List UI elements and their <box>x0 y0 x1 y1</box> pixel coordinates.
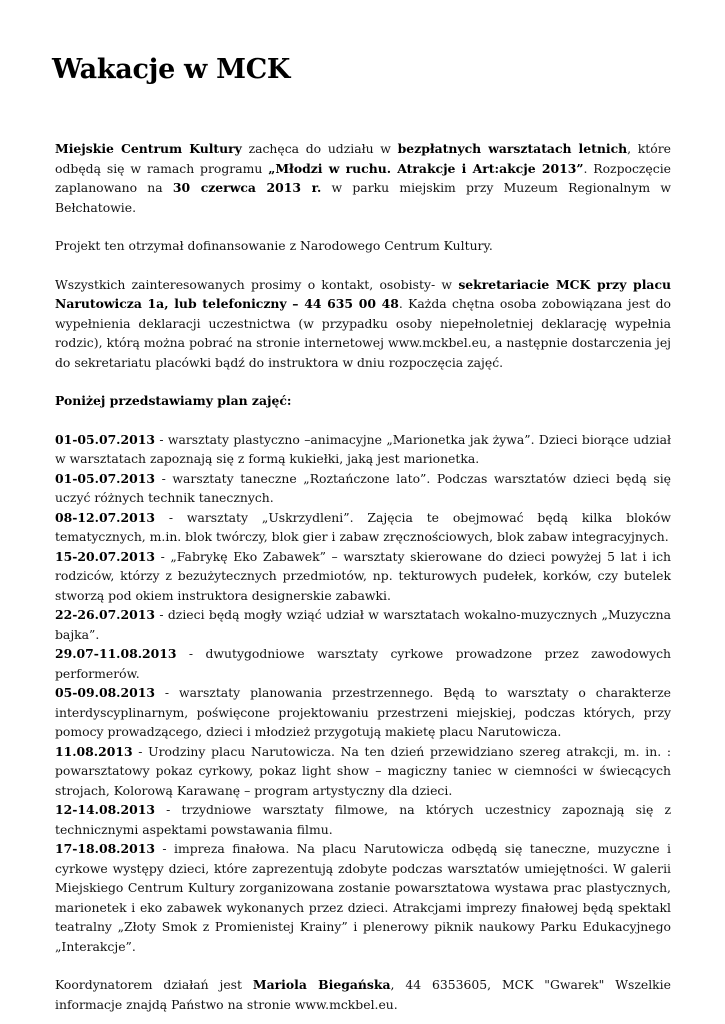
org-name: Miejskie Centrum Kultury <box>55 141 242 156</box>
schedule-item: 01-05.07.2013 - warsztaty plastyczno –animacyjne „Marionetka jak żywa”. Dzieci biorące udział w warsztatach zapoznają się z formą kukiełki, jaką jest marionetka. <box>55 431 671 466</box>
coordinator-name: Mariola Biegańska <box>252 977 391 992</box>
schedule-item: 08-12.07.2013 - warsztaty „Uskrzydleni”. Zajęcia te obejmować będą kilka bloków tematycznych, m.in. blok twórczy, blok gier i zabaw zręcznościowych, blok zabaw integracyjnych. <box>55 509 671 544</box>
schedule-item: 29.07-11.08.2013 - dwutygodniowe warsztaty cyrkowe prowadzone przez zawodowych performerów. <box>55 646 671 681</box>
schedule-item: 17-18.08.2013 - impreza finałowa. Na placu Narutowicza odbędą się taneczne, muzyczne i cyrkowe występy dzieci, które zaprezentują zdobyte podczas warsztatów umiejętności. W galerii Miejskiego Centrum Kultury zorganizowana zostanie powarsztatowa wystawa prac plastycznych, marionetek i eko zabawek wykonanych przez dzieci. Atrakcjami imprezy finałowej będą spektakl teatralny „Złoty Smok z Promienistej Krainy” i plenerowy piknik naukowy Parku Edukacyjnego „Interakcje”. <box>55 841 671 954</box>
schedule-date: 15-20.07.2013 <box>55 548 155 564</box>
schedule-item: 11.08.2013 - Urodziny placu Narutowicza. Na ten dzień przewidziano szereg atrakcji, m. in. : powarsztatowy pokaz cyrkowy, pokaz light show – magiczny taniec w ciemności w świecących strojach, Kolorową Karawanę – program artystyczny dla dzieci. <box>55 743 671 798</box>
page-title: Wakacje w MCK <box>52 54 291 85</box>
schedule-date: 05-09.08.2013 <box>55 685 155 700</box>
plan-heading: Poniżej przedstawiamy plan zajęć: <box>55 393 292 408</box>
schedule-date: 29.07-11.08.2013 <box>55 646 177 661</box>
schedule-date: 12-14.08.2013 <box>55 802 155 817</box>
schedule-item: 22-26.07.2013 - dzieci będą mogły wziąć udział w warsztatach wokalno-muzycznych „Muzyczna bajka”. <box>55 607 671 642</box>
start-date: 30 czerwca 2013 r. <box>172 180 322 195</box>
workshops-highlight: bezpłatnych warsztatach letnich <box>397 141 628 156</box>
schedule-item: 01-05.07.2013 - warsztaty taneczne „Roztańczone lato”. Podczas warsztatów dzieci będą się uczyć różnych technik tanecznych. <box>55 470 671 505</box>
schedule-item: 12-14.08.2013 - trzydniowe warsztaty filmowe, na których uczestnicy zapoznają się z technicznymi aspektami powstawania filmu. <box>55 802 671 837</box>
document-body <box>55 139 671 1014</box>
contact-paragraph: Wszystkich zainteresowanych prosimy o kontakt, osobisty- w sekretariacie MCK przy placu Narutowicza 1a, lub telefoniczny – 44 635 00 48. Każda chętna osoba zobowiązana jest do wypełnienia deklaracji uczestnictwa (w przypadku osoby niepełnoletniej deklarację wypełnia rodzic), którą można pobrać na stronie internetowej www.mckbel.eu, a następnie dostarczenia jej do sekretariatu placówki bądź do instruktora w dniu rozpoczęcia zajęć. <box>55 276 671 370</box>
schedule-date: 22-26.07.2013 <box>55 607 155 622</box>
coordinator-paragraph: Koordynatorem działań jest Mariola Biegańska, 44 6353605, MCK "Gwarek" Wszelkie informacje znajdą Państwo na stronie www.mckbel.eu. <box>55 977 671 1012</box>
contact-details: sekretariacie MCK przy placu Narutowicza 1a, lub telefoniczny – 44 635 00 48 <box>55 276 671 311</box>
schedule-item: 05-09.08.2013 - warsztaty planowania przestrzennego. Będą to warsztaty o charakterze interdyscyplinarnym, poświęcone projektowaniu przestrzeni miejskiej, podczas których, przy pomocy prowadzącego, dzieci i młodzież przygotują makietę placu Narutowicza. <box>55 685 671 739</box>
schedule-list <box>55 430 671 957</box>
schedule-date: 01-05.07.2013 <box>55 431 155 447</box>
program-name: „Młodzi w ruchu. Atrakcje i Art:akcje 2013” <box>268 160 584 176</box>
schedule-item: 15-20.07.2013 - „Fabrykę Eko Zabawek” – warsztaty skierowane do dzieci powyżej 5 lat i ich rodziców, którzy z bezużytecznych przedmiotów, np. tekturowych pudełek, korków, czy butelek stworzą pod okiem instruktora designerskie zabawki. <box>55 548 671 603</box>
schedule-date: 17-18.08.2013 <box>55 841 155 856</box>
schedule-date: 11.08.2013 <box>55 743 133 759</box>
funding-paragraph: Projekt ten otrzymał dofinansowanie z Narodowego Centrum Kultury. <box>55 238 493 253</box>
schedule-date: 08-12.07.2013 <box>55 509 155 525</box>
intro-paragraph: Miejskie Centrum Kultury zachęca do udziału w bezpłatnych warsztatach letnich, które odbędą się w ramach programu „Młodzi w ruchu. Atrakcje i Art:akcje 2013”. Rozpoczęcie zaplanowano na 30 czerwca 2013 r. w parku miejskim przy Muzeum Regionalnym w Bełchatowie. <box>55 141 671 215</box>
schedule-date: 01-05.07.2013 <box>55 470 155 486</box>
